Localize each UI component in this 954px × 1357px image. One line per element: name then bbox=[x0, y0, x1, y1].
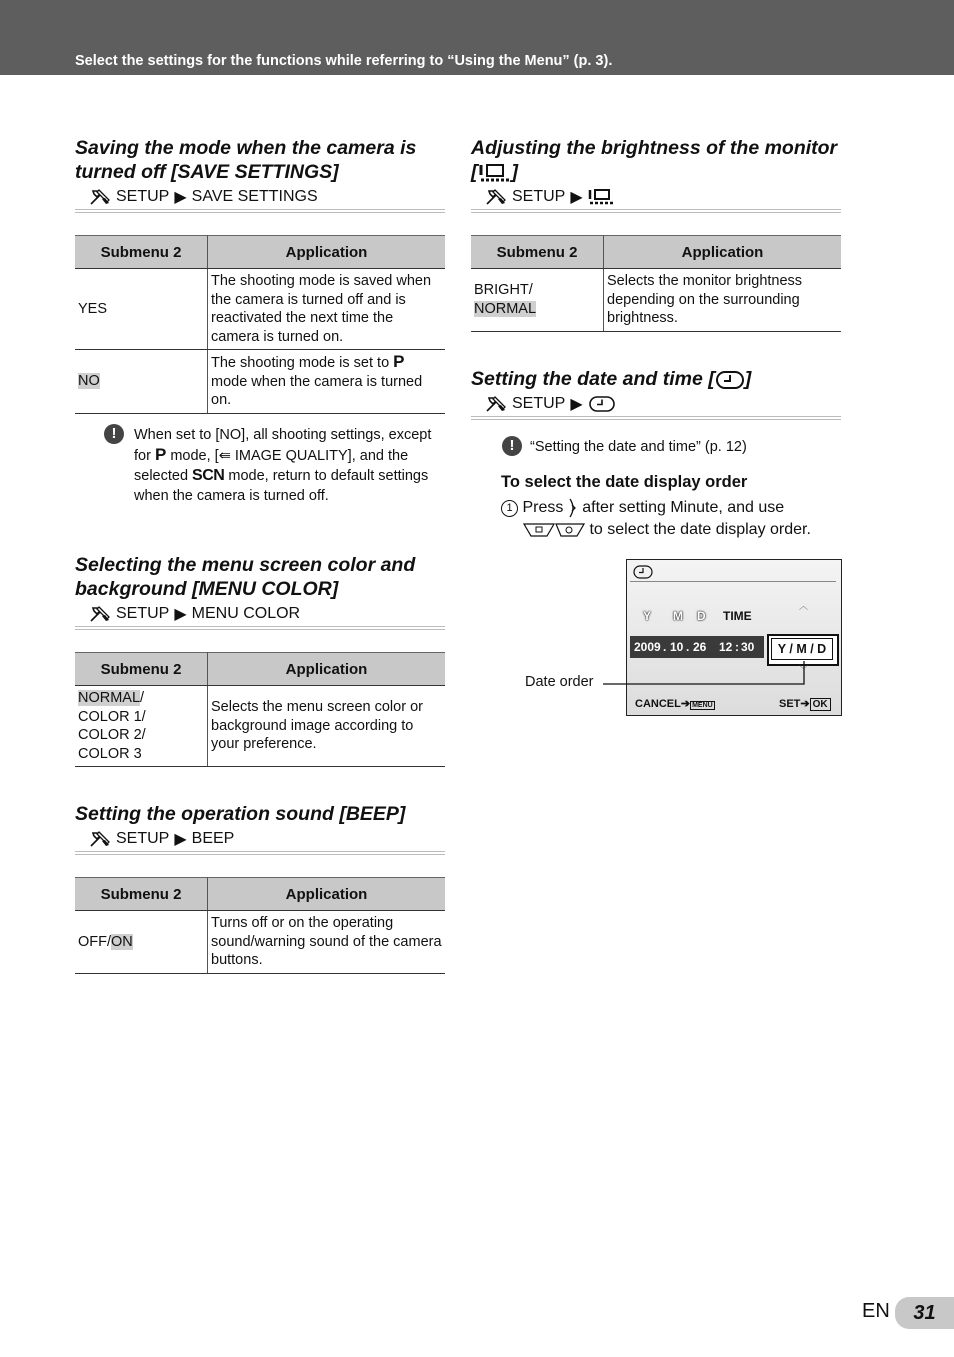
save-path-target: SAVE SETTINGS bbox=[191, 188, 318, 205]
sub-normal: NORMAL bbox=[474, 300, 537, 317]
row-sub bbox=[75, 686, 208, 767]
screen-label-d: D bbox=[697, 609, 706, 623]
datetime-rule bbox=[471, 416, 841, 420]
bright-path bbox=[471, 185, 841, 209]
beep-rule bbox=[75, 851, 445, 855]
p-mode-icon: P bbox=[393, 352, 405, 371]
step-text-c: to select the date display order. bbox=[589, 521, 811, 538]
camera-screen bbox=[626, 559, 842, 716]
setup-icon bbox=[89, 188, 111, 206]
clock-icon bbox=[633, 565, 653, 579]
sub-off: OFF/ bbox=[78, 933, 112, 950]
app-text-a: The shooting mode is set to bbox=[211, 355, 390, 371]
section-brightness bbox=[471, 136, 841, 332]
note-b: mode, [ bbox=[170, 448, 219, 464]
col-submenu: Submenu 2 bbox=[75, 878, 208, 911]
arrow-right-icon: ▶ bbox=[174, 831, 187, 848]
monitor-brightness-icon bbox=[478, 163, 512, 183]
clock-icon bbox=[715, 370, 745, 390]
table-header-row bbox=[75, 878, 445, 911]
setup-icon bbox=[485, 395, 507, 413]
sub-on: ON bbox=[111, 933, 133, 950]
col-submenu: Submenu 2 bbox=[471, 236, 604, 269]
col-submenu: Submenu 2 bbox=[75, 653, 208, 686]
note-d: mode, return to default settings when the camera is turned off. bbox=[134, 468, 429, 504]
page-number: 31 bbox=[895, 1297, 954, 1329]
screen-set: SET➔ OK bbox=[779, 697, 831, 710]
save-path bbox=[75, 185, 445, 209]
menucolor-rule bbox=[75, 626, 445, 630]
beep-title: Setting the operation sound [BEEP] bbox=[75, 803, 406, 825]
menucolor-path-target: MENU COLOR bbox=[191, 605, 301, 622]
screen-label-m: M bbox=[673, 609, 683, 623]
sub-color3: COLOR 3 bbox=[78, 745, 142, 762]
section-save-settings bbox=[75, 136, 445, 414]
menucolor-title-line1: Selecting the menu screen color and bbox=[75, 554, 416, 576]
col-application: Application bbox=[208, 236, 446, 269]
save-title bbox=[75, 136, 445, 184]
screen-year: 2009 bbox=[634, 640, 661, 654]
set-label: SET bbox=[779, 698, 801, 710]
table-row bbox=[471, 269, 841, 332]
sub-color2: COLOR 2/ bbox=[78, 727, 146, 743]
save-title-line1: Saving the mode when the camera is bbox=[75, 137, 417, 159]
row-app bbox=[208, 350, 446, 414]
scn-mode-icon: SCN bbox=[192, 467, 225, 484]
beep-path-setup: SETUP bbox=[116, 830, 170, 847]
row-app: Turns off or on the operating sound/warning sound of the camera buttons. bbox=[208, 911, 446, 974]
setup-icon bbox=[485, 188, 507, 206]
save-path-setup: SETUP bbox=[116, 188, 170, 205]
callout-line bbox=[603, 660, 808, 690]
right-arrow-button-icon bbox=[568, 498, 578, 518]
section-datetime bbox=[471, 367, 841, 420]
sub-no: NO bbox=[78, 373, 100, 389]
up-down-buttons-icon bbox=[523, 522, 585, 538]
step-text-b: after setting Minute, and use bbox=[582, 499, 785, 516]
save-rule bbox=[75, 209, 445, 213]
table-row bbox=[75, 911, 445, 974]
note-a: When set to [NO], all shooting settings, except for bbox=[134, 427, 432, 464]
screen-date-bar: 2009 . 10 . 26 12 : 30 bbox=[630, 636, 764, 658]
sub-yes: YES bbox=[78, 300, 108, 317]
beep-path-target: BEEP bbox=[191, 830, 235, 847]
beep-path bbox=[75, 827, 445, 851]
screen-minute: 30 bbox=[741, 640, 755, 654]
screen-month: 10 bbox=[670, 640, 684, 654]
sub-normal: NORMAL bbox=[78, 690, 141, 706]
cancel-label: CANCEL bbox=[635, 698, 681, 710]
col-submenu: Submenu 2 bbox=[75, 236, 208, 269]
screen-date-order: Y / M / D bbox=[771, 638, 833, 660]
up-arrow-icon: ︿ bbox=[799, 601, 809, 611]
clock-icon bbox=[588, 395, 616, 413]
beep-table bbox=[75, 877, 445, 974]
menu-button-icon: MENU bbox=[692, 702, 713, 709]
arrow-right-icon: ▶ bbox=[570, 396, 583, 413]
header-text: Select the settings for the functions while referring to “Using the Menu” (p. 3). bbox=[75, 53, 613, 69]
down-arrow-icon: ﹀ bbox=[799, 665, 809, 675]
row-app: Selects the monitor brightness depending on the surrounding brightness. bbox=[604, 269, 842, 332]
date-order-step bbox=[501, 497, 841, 541]
date-order-callout: Date order bbox=[525, 674, 594, 690]
save-title-line2: turned off [SAVE SETTINGS] bbox=[75, 161, 339, 183]
menucolor-title-line2: background [MENU COLOR] bbox=[75, 578, 339, 600]
page-language: EN bbox=[862, 1300, 890, 1322]
p-mode-icon: P bbox=[154, 445, 167, 464]
menucolor-title bbox=[75, 553, 445, 601]
image-quality-icon: ⇚ bbox=[218, 448, 231, 464]
monitor-brightness-icon bbox=[588, 188, 616, 206]
screen-day: 26 bbox=[693, 640, 707, 654]
col-application: Application bbox=[208, 878, 446, 911]
caution-icon: ! bbox=[502, 436, 522, 456]
arrow-right-icon: ▶ bbox=[174, 189, 187, 206]
table-header-row bbox=[75, 236, 445, 269]
datetime-path-setup: SETUP bbox=[512, 395, 566, 412]
caution-icon: ! bbox=[104, 424, 124, 444]
step-number: 1 bbox=[501, 500, 518, 517]
section-menu-color bbox=[75, 553, 445, 767]
setup-icon bbox=[89, 605, 111, 623]
datetime-title-a: Setting the date and time [ bbox=[471, 368, 715, 390]
table-row bbox=[75, 269, 445, 350]
arrow-right-icon: ▶ bbox=[570, 189, 583, 206]
row-sub bbox=[75, 269, 208, 350]
table-row bbox=[75, 686, 445, 767]
table-row bbox=[75, 350, 445, 414]
setup-icon bbox=[89, 830, 111, 848]
bright-title-line1: Adjusting the brightness of the monitor bbox=[471, 137, 838, 159]
datetime-title bbox=[471, 367, 841, 391]
col-application: Application bbox=[604, 236, 842, 269]
table-header-row bbox=[471, 236, 841, 269]
datetime-note: “Setting the date and time” (p. 12) bbox=[530, 439, 747, 455]
datetime-path bbox=[471, 392, 841, 416]
sub-sep: / bbox=[140, 690, 145, 706]
bright-path-setup: SETUP bbox=[512, 188, 566, 205]
save-note bbox=[134, 425, 439, 506]
header-banner bbox=[0, 0, 954, 75]
table-header-row bbox=[75, 653, 445, 686]
bright-bracket-open: [ bbox=[471, 161, 478, 183]
screen-label-y: Y bbox=[643, 609, 652, 623]
row-app: The shooting mode is saved when the camera is turned off and is reactivated the next time the camera is turned on. bbox=[208, 269, 446, 350]
sub-color1: COLOR 1/ bbox=[78, 708, 146, 725]
section-beep bbox=[75, 802, 445, 974]
menucolor-table bbox=[75, 652, 445, 767]
datetime-title-b: ] bbox=[744, 368, 752, 390]
row-sub bbox=[471, 269, 604, 332]
bright-table bbox=[471, 235, 841, 332]
screen-cancel: CANCEL➔ MENU bbox=[635, 698, 713, 710]
screen-divider bbox=[630, 581, 836, 582]
menucolor-path-setup: SETUP bbox=[116, 605, 170, 622]
screen-hour: 12 bbox=[719, 640, 733, 654]
menucolor-path bbox=[75, 602, 445, 626]
sub-bright: BRIGHT/ bbox=[474, 282, 533, 299]
save-table bbox=[75, 235, 445, 414]
row-app: Selects the menu screen color or background image according to your preference. bbox=[208, 686, 446, 767]
bright-title bbox=[471, 136, 841, 184]
app-text-c: mode when the camera is turned on. bbox=[211, 373, 423, 408]
date-order-subtitle: To select the date display order bbox=[501, 473, 748, 491]
col-application: Application bbox=[208, 653, 446, 686]
bright-bracket-close: ] bbox=[511, 161, 518, 183]
row-sub bbox=[75, 350, 208, 414]
bright-rule bbox=[471, 209, 841, 213]
ok-button-icon: OK bbox=[810, 698, 831, 711]
arrow-right-icon: ▶ bbox=[174, 606, 187, 623]
row-sub bbox=[75, 911, 208, 974]
step-text-a: Press bbox=[522, 499, 564, 516]
note-c: IMAGE QUALITY], and the selected bbox=[134, 448, 409, 484]
screen-label-time: TIME bbox=[723, 609, 752, 623]
